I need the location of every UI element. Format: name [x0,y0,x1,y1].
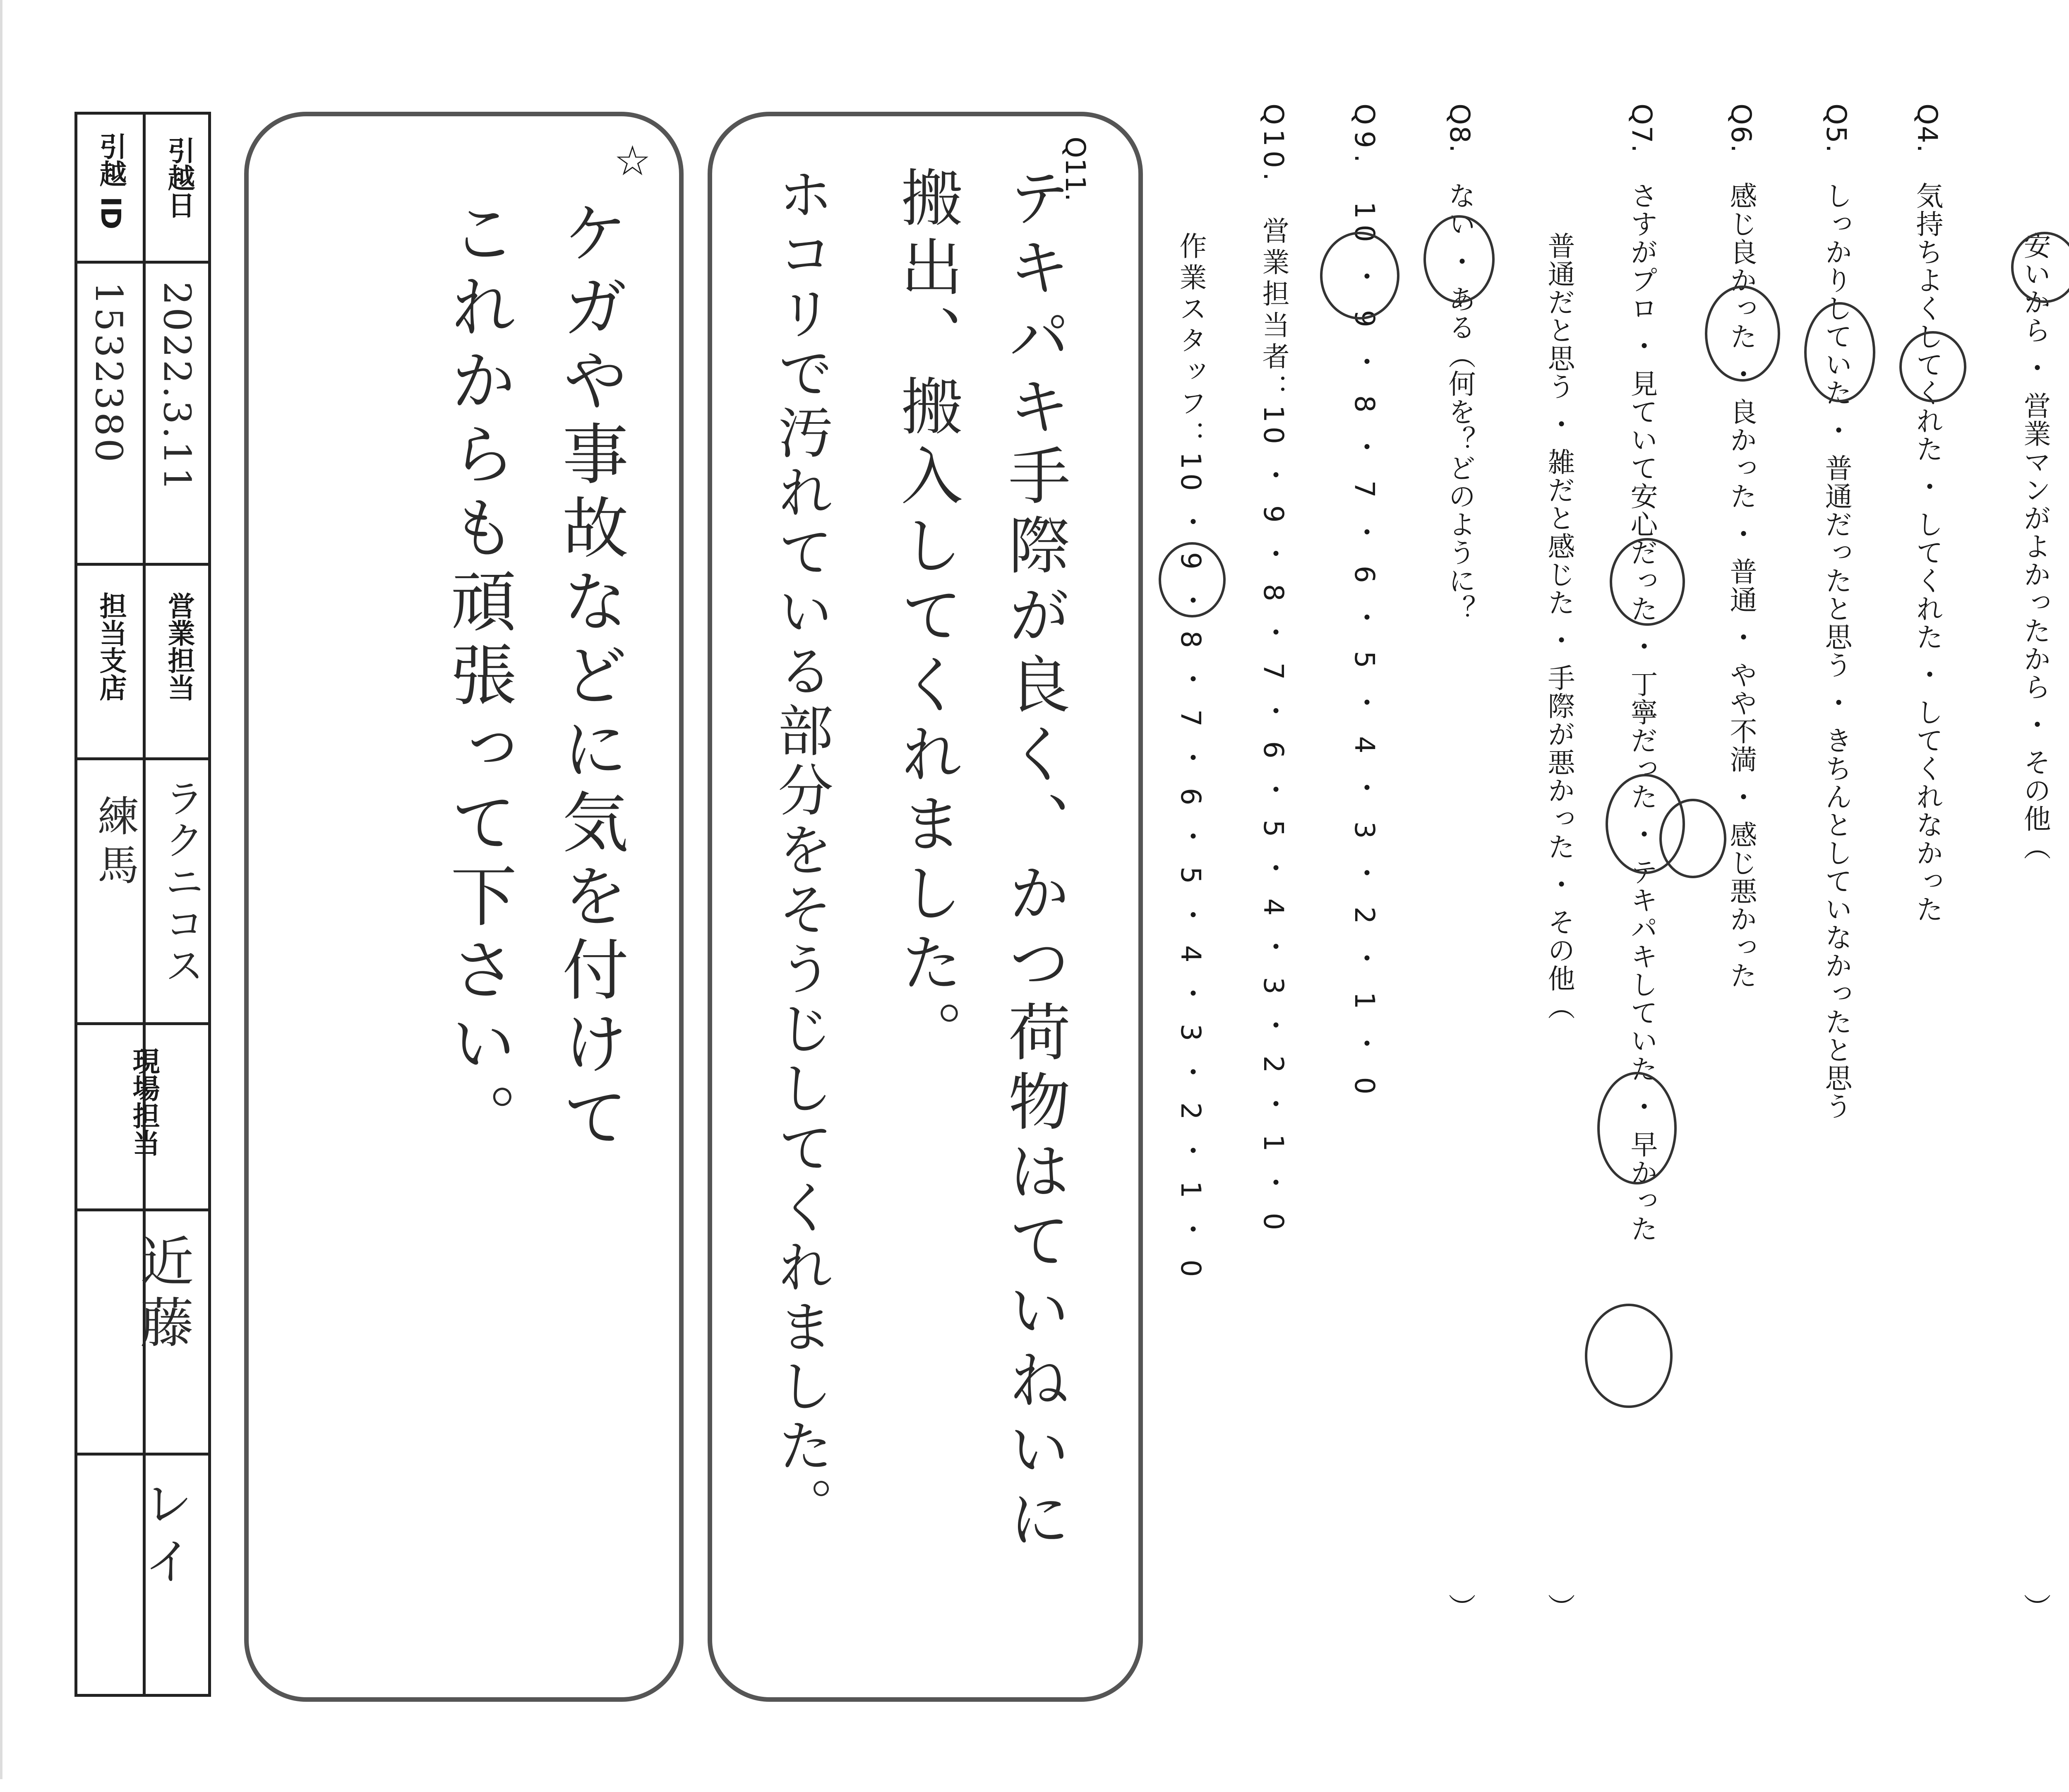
q11-line-1: テキパキ手際が良く、かつ荷物はていねいに [998,166,1070,1556]
question-options: さすがプロ ・ 見ていて安心だった ・ 丁寧だった ・ テキパキしていた ・ 早かった [1626,181,1658,1243]
info-row-divider [74,563,211,566]
question-options: 感じ良かった ・ 良かった ・ 普通 ・ やや不満 ・ 感じ悪かった [1725,181,1757,990]
q8-close-paren: ） [1444,1593,1476,1621]
site-staff-extra: レイ [135,1477,193,1593]
q11-line-3: ホコリで汚れている部分をそうじしてくれました。 [769,166,833,1536]
move-date-value: 2022.3.11 [155,281,199,494]
answer-circle-q7-teinei [1606,774,1685,874]
info-row-divider [74,1453,211,1456]
move-id-value: 1532380 [87,281,130,465]
answer-circle-q8 [1423,215,1495,303]
answer-circle-q7-hayai [1585,1304,1673,1408]
question-options-2: 普通だと思う ・ 雑だと感じた ・ 手際が悪かった ・ その他（ [1543,232,1575,1021]
question-q8 [1440,103,1479,623]
site-staff-value: 近藤 [131,1233,194,1356]
question-options-2: 安いから ・ 営業マンがよかったから ・ その他（ [2019,232,2051,861]
page-edge-line [0,0,2,1779]
question-id: Q4. [1911,103,1943,154]
answer-circle-q7-anshin [1610,538,1685,626]
info-row-divider [74,757,211,760]
question-q7 [1622,103,1661,1243]
site-staff-label: 現場担当 [128,1047,160,1156]
answer-circle-q7-tekipaki [1597,1072,1677,1184]
move-id-label: 引越 ID [95,132,127,230]
question-q4 [1908,103,1947,923]
question-q3-line2 [2015,232,2055,861]
branch-label: 担当支店 [95,592,127,701]
branch-value: 練馬 [91,795,139,892]
question-options: 営業担当者：10 ・ 9 ・ 8 ・ 7 ・ 6 ・ 5 ・ 4 ・ 3 ・ 2 ・ 1 ・ 0 [1258,216,1289,1235]
info-row-divider [74,1022,211,1025]
question-options: しっかりしていた ・ 普通だったと思う ・ きちんとしていなかったと思う [1820,181,1852,1120]
sales-label: 営業担当 [163,592,195,701]
star-icon: ☆ [608,137,657,185]
info-table-col-divider [143,112,146,1697]
info-row-divider [74,1208,211,1211]
q11-line-2: 搬出、搬入してくれました。 [890,166,962,1069]
q11-label: Q11. [1059,137,1091,202]
question-q10-line2 [1171,232,1210,1281]
question-id: Q6. [1725,103,1757,154]
question-q7-line2 [1539,232,1579,1021]
answer-circle-q9 [1320,232,1399,319]
question-id: Q10. [1258,103,1289,185]
question-q10 [1254,103,1293,1234]
question-options: 10 ・ 9 ・ 8 ・ 7 ・ 6 ・ 5 ・ 4 ・ 3 ・ 2 ・ 1 ・ 0 [1349,201,1380,1100]
question-id: Q9. [1349,103,1380,168]
answer-circle-q10 [1159,542,1226,617]
question-options-2: 作業スタッフ：10 ・ 9 ・ 8 ・ 7 ・ 6 ・ 5 ・ 4 ・ 3 ・ 2 ・ 1 ・ 0 [1175,232,1207,1281]
move-date-label: 引越日 [163,137,195,219]
question-options: 気持ちよくしてくれた ・ してくれた ・ してくれなかった [1911,181,1943,923]
question-id: Q8. [1444,103,1476,154]
question-id: Q7. [1626,103,1658,154]
answer-circle-q6 [1705,286,1780,382]
comment-line-1: ケガや事故などに気を付けて [551,199,629,1156]
question-id: Q5. [1820,103,1852,154]
comment-line-2: これからも頑張って下さい。 [439,199,517,1156]
question-options: ない ・ ある（何を？どのように？ [1444,181,1476,623]
question-q5 [1817,103,1856,1120]
answer-circle-q4 [1899,331,1966,402]
sales-value: ラクニコス [158,778,204,987]
question-q6 [1721,103,1761,990]
q7-close-paren: ） [1543,1593,1575,1621]
answer-circle-q5 [1804,302,1875,402]
info-row-divider [74,261,211,264]
q3-close-paren: ） [2019,1593,2051,1621]
